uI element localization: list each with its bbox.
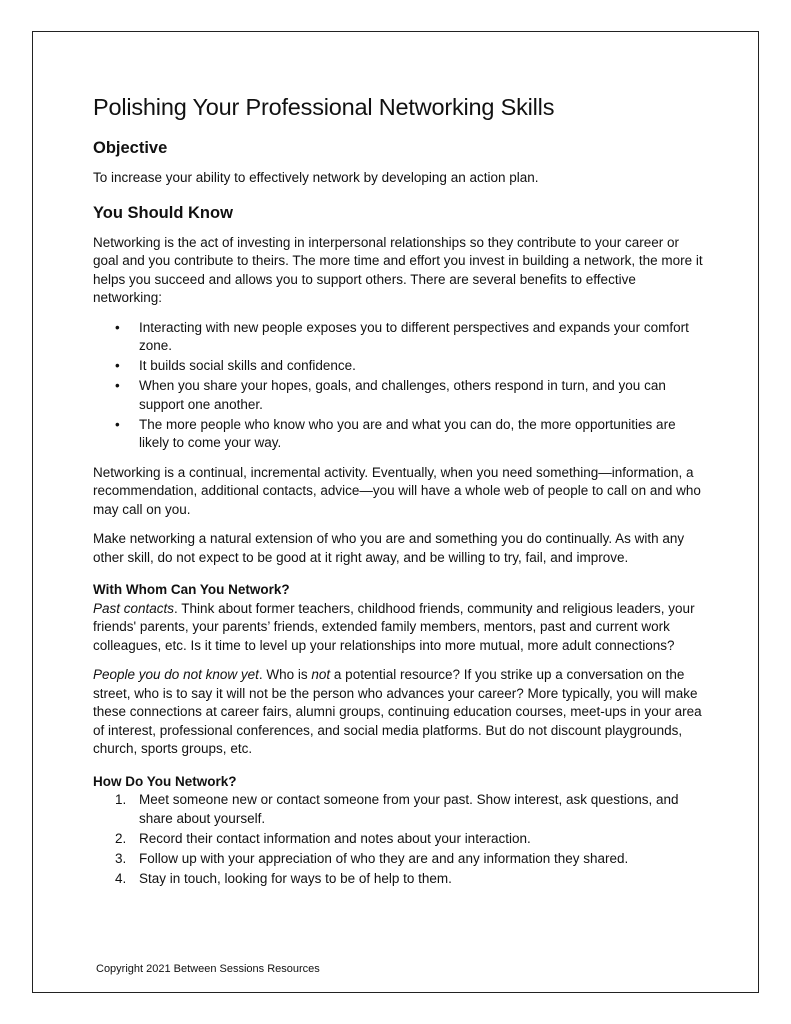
page-title: Polishing Your Professional Networking Skills [93,94,555,120]
unknown-people-text-a: . Who is [258,667,312,682]
step-text: Stay in touch, looking for ways to be of help to them. [139,870,452,886]
step-number: 3. [115,850,127,866]
past-contacts-paragraph [93,600,708,656]
step-number: 4. [115,870,127,886]
step-text: Record their contact information and notes about your interaction. [139,830,531,846]
list-item [93,357,708,376]
you-should-know-heading: You Should Know [93,203,233,222]
list-item [93,377,708,414]
not-emphasis: not [311,667,331,682]
list-item [93,319,708,356]
copyright-footer: Copyright 2021 Between Sessions Resources [96,963,320,975]
unknown-people-text-b: a potential resource? If you strike up a conversation on the street, who is to say it will not be the person who advances your career? More typically, you will make these connections at career fairs, alumni groups, continuing education courses, meet-ups in your area of interest, professional conferences, and social media platforms. But do not discount playgrounds, church, sports groups, etc. [93,667,702,756]
continual-activity-paragraph: Networking is a continual, incremental activity. Eventually, when you need something—information, a recommendation, additional contacts, advice—you will have a whole web of people to call on and who may call on you. [93,464,701,517]
list-item [93,416,708,453]
natural-extension-paragraph: Make networking a natural extension of who you are and something you do continually. As with any other skill, do not expect to be good at it right away, and be willing to try, fail, and improve. [93,531,685,565]
objective-heading: Objective [93,139,168,157]
bullet-icon: • [115,358,120,373]
list-item [93,791,708,828]
list-item-text: It builds social skills and confidence. [139,358,356,373]
worksheet-content [93,92,708,899]
list-item-text: Interacting with new people exposes you to different perspectives and expands your comfort zone. [139,319,689,353]
step-text: Meet someone new or contact someone from your past. Show interest, ask questions, and share about yourself. [139,792,679,826]
past-contacts-label: Past contacts [93,600,175,616]
list-item-text: The more people who know who you are and what you can do, the more opportunities are likely to come your way. [139,416,676,450]
know-intro-paragraph: Networking is the act of investing in interpersonal relationships so they contribute to your career or goal and you contribute to theirs. The more time and effort you invest in building a network, the more it helps you succeed and allows you to support others. There are several benefits to effective networking: [93,234,703,305]
objective-text: To increase your ability to effectively network by developing an action plan. [93,170,539,185]
bullet-icon: • [115,416,120,432]
step-number: 1. [115,792,127,807]
unknown-people-paragraph [93,666,708,759]
how-heading: How Do You Network? [93,773,237,789]
step-number: 2. [115,830,127,846]
list-item [93,850,708,869]
list-item-text: When you share your hopes, goals, and challenges, others respond in turn, and you can support one another. [139,378,666,412]
with-whom-heading: With Whom Can You Network? [93,582,290,597]
benefits-list [93,319,708,453]
steps-list [93,791,708,888]
step-text: Follow up with your appreciation of who they are and any information they shared. [139,850,629,866]
bullet-icon: • [115,319,120,335]
past-contacts-text: . Think about former teachers, childhood friends, community and religious leaders, your friends' parents, your parents’ friends, extended family members, mentors, past and current work colleagues, etc. Is it time to level up your relationships into more mutual, more adult connections? [93,600,695,653]
unknown-people-label: People you do not know yet [93,667,259,682]
list-item [93,870,708,889]
list-item [93,830,708,849]
bullet-icon: • [115,378,120,393]
